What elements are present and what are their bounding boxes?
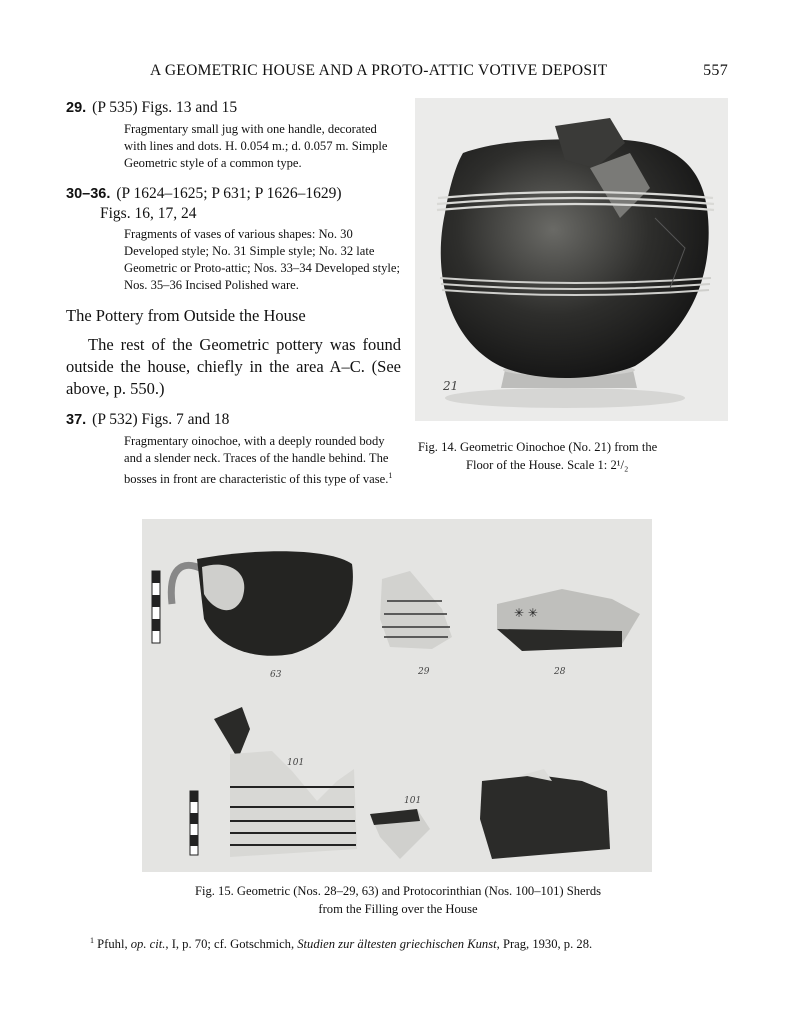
footnote-marker: 1 <box>388 471 393 480</box>
entry-number: 37. <box>66 412 87 428</box>
entry-heading: (P 532) Figs. 7 and 18 <box>92 411 230 428</box>
running-title: A GEOMETRIC HOUSE AND A PROTO-ATTIC VOTIVE DEPOSIT <box>150 62 608 79</box>
section-heading: The Pottery from Outside the House <box>66 306 306 325</box>
catalogue-entry-29 <box>66 98 401 172</box>
entry-heading-continued: Figs. 16, 17, 24 <box>100 205 197 222</box>
sherd-label: 101 <box>404 796 422 806</box>
entry-description: Fragmentary small jug with one handle, decorated with lines and dots. H. 0.054 m.; d. 0.057 m. Simple Geometric style of a common type. <box>124 122 388 170</box>
caption-line: Fig. 15. Geometric (Nos. 28–29, 63) and Protocorinthian (Nos. 100–101) Sherds <box>194 884 602 898</box>
entry-number: 29. <box>66 100 87 116</box>
footnote-text: Pfuhl, <box>97 937 131 952</box>
svg-text:✳ ✳: ✳ ✳ <box>514 606 538 620</box>
entry-description: Fragmentary oinochoe, with a deeply rounded body and a slender neck. Traces of the handle behind. The bosses in front are characteristic of this type of vase. <box>124 434 389 487</box>
footnote-opcit: op. cit. <box>130 937 166 952</box>
sherd-label: 28 <box>554 667 566 677</box>
fig15-caption <box>120 882 676 918</box>
catalogue-entry-37 <box>66 410 401 488</box>
caption-line: from the Filling over the House <box>318 902 478 916</box>
entry-number: 30–36. <box>66 186 111 202</box>
sherd-label: 29 <box>418 667 430 677</box>
page-number: 557 <box>703 62 728 79</box>
fig14-caption <box>418 438 728 474</box>
sherd-label: 101 <box>287 758 305 768</box>
entry-heading: (P 1624–1625; P 631; P 1626–1629) <box>116 185 342 202</box>
footnote-text: , Prag, 1930, p. 28. <box>496 937 593 952</box>
running-header <box>150 62 750 82</box>
photo-label: 21 <box>443 379 459 393</box>
footnote-marker: 1 <box>90 936 94 945</box>
sherd-label: 63 <box>270 670 282 680</box>
fig15-photo <box>142 519 652 872</box>
catalogue-entry-30-36 <box>66 184 401 294</box>
sherds-photo <box>142 519 652 872</box>
oinochoe-photo <box>415 98 728 421</box>
caption-line: Floor of the House. Scale 1: 2¹/₂ <box>466 458 629 472</box>
footnote-book-title: Studien zur ältesten griechischen Kunst <box>297 937 497 952</box>
footnote-text: , I, p. 70; cf. Gotschmich, <box>165 937 298 952</box>
entry-heading: (P 535) Figs. 13 and 15 <box>92 99 238 116</box>
footnote <box>90 936 730 952</box>
caption-line: Fig. 14. Geometric Oinochoe (No. 21) from the <box>418 440 658 454</box>
left-column <box>66 98 401 500</box>
section-paragraph: The rest of the Geometric pottery was found outside the house, chiefly in the area A–C. (See above, p. 550.) <box>66 335 401 398</box>
entry-description: Fragments of vases of various shapes: No. 30 Developed style; No. 31 Simple style; No. 32 late Geometric or Proto-attic; Nos. 33–34 Developed style; Nos. 35–36 Incised Polished ware. <box>124 227 400 292</box>
fig14-photo <box>415 98 728 421</box>
